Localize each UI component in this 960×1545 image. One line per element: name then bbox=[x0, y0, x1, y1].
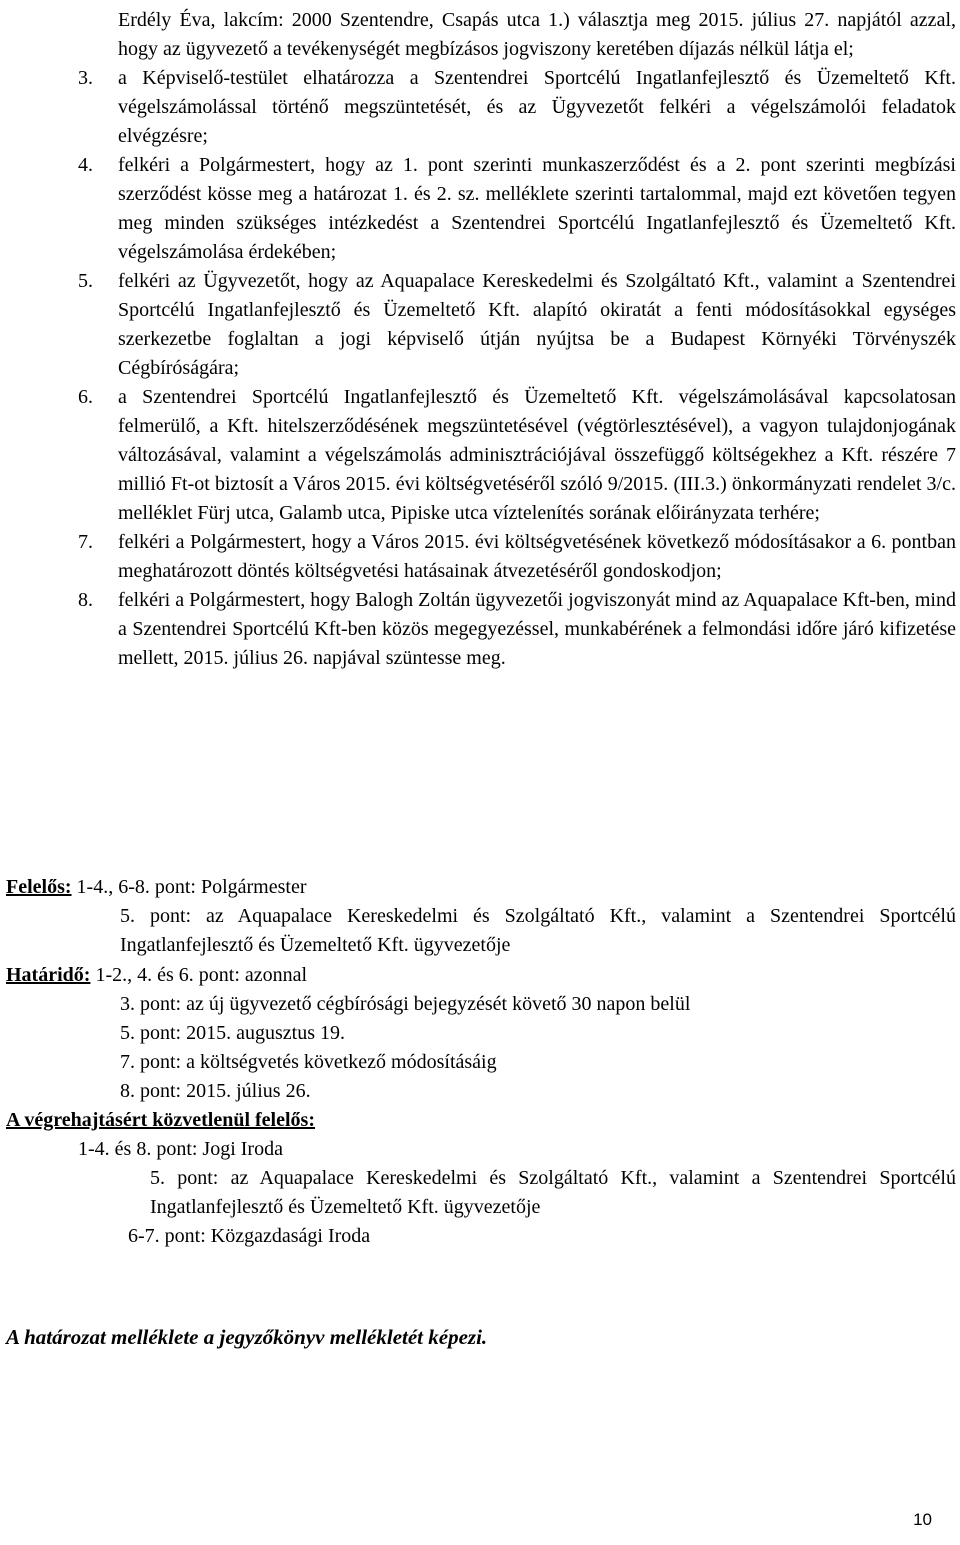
item-text: felkéri a Polgármestert, hogy az 1. pont szerinti munkaszerződést és a 2. pont szerinti megbízási szerződést kösse meg a határozat 1. és 2. sz. melléklete szerinti tartalommal, majd ezt követően tegyen meg minden szükséges intézkedést a Szentendrei Sportcélú Ingatlanfejlesztő és Üzemeltető Kft. végelszámolása érdekében; bbox=[118, 154, 956, 263]
item-number: 7. bbox=[78, 531, 93, 553]
list-item bbox=[78, 383, 956, 528]
hatarido-label: Határidő: bbox=[6, 964, 91, 986]
vegrehajtas-label: A végrehajtásért közvetlenül felelős: bbox=[6, 1109, 315, 1131]
item-text: a Szentendrei Sportcélú Ingatlanfejlesztő és Üzemeltető Kft. végelszámolásával kapcsolatosan felmerülő, a Kft. hitelszerződésének megszüntetésével (végtörlesztésével), a vagyon tulajdonjogának változásával, valamint a végelszámolás adminisztrációjával összefüggő költségekhez a Kft. részére 7 millió Ft-ot biztosít a Város 2015. évi költségvetéséről szóló 9/2015. (III.3.) önkormányzati rendelet 3/c. melléklet Fürj utca, Galamb utca, Pipiske utca víztelenítés sorának előirányzata terhére; bbox=[118, 386, 956, 524]
item-text: felkéri a Polgármestert, hogy a Város 2015. évi költségvetésének következő módosításakor a 6. pontban meghatározott döntés költségvetési hatásainak átvezetéséről gondoskodjon; bbox=[118, 531, 956, 582]
hatarido-item: 8. pont: 2015. július 26. bbox=[120, 1080, 311, 1102]
vegrehajtas-second: 5. pont: az Aquapalace Kereskedelmi és Szolgáltató Kft., valamint a Szentendrei Sportcélú Ingatlanfejlesztő és Üzemeltető Kft. ügyvezetője bbox=[150, 1167, 956, 1218]
hatarido-section bbox=[6, 961, 956, 1106]
felelos-first: 1-4., 6-8. pont: Polgármester bbox=[71, 876, 307, 898]
closing-note: A határozat melléklete a jegyzőkönyv mellékletét képezi. bbox=[6, 1325, 488, 1349]
list-item bbox=[78, 528, 956, 586]
list-item bbox=[78, 267, 956, 383]
vegrehajtas-section bbox=[6, 1106, 956, 1251]
item-number: 3. bbox=[78, 67, 93, 89]
hatarido-item: 7. pont: a költségvetés következő módosításáig bbox=[120, 1051, 497, 1073]
vegrehajtas-third: 6-7. pont: Közgazdasági Iroda bbox=[128, 1225, 371, 1247]
resolution-list bbox=[78, 6, 956, 673]
felelos-section bbox=[6, 873, 956, 960]
hatarido-first: 1-2., 4. és 6. pont: azonnal bbox=[90, 964, 308, 986]
item-text: felkéri az Ügyvezetőt, hogy az Aquapalace Kereskedelmi és Szolgáltató Kft., valamint a Szentendrei Sportcélú Ingatlanfejlesztő és Üzemeltető Kft. alapító okiratát a fenti módosításokkal egységes szerkezetbe foglaltan a jogi képviselő útján nyújtsa be a Budapest Környéki Törvényszék Cégbíróságára; bbox=[118, 270, 956, 379]
item-text: a Képviselő-testület elhatározza a Szentendrei Sportcélú Ingatlanfejlesztő és Üzemeltető Kft. végelszámolással történő megszüntetését, és az Ügyvezetőt felkéri a végelszámolói feladatok elvégzésre; bbox=[118, 67, 956, 147]
hatarido-item: 3. pont: az új ügyvezető cégbírósági bejegyzését követő 30 napon belül bbox=[120, 993, 691, 1015]
list-item bbox=[78, 586, 956, 673]
item-text: felkéri a Polgármestert, hogy Balogh Zoltán ügyvezetői jogviszonyát mind az Aquapalace Kft-ben, mind a Szentendrei Sportcélú Kft-ben közös megegyezéssel, munkabérének a felmondási időre járó kifizetése mellett, 2015. július 26. napjával szüntesse meg. bbox=[118, 589, 956, 669]
page-number: 10 bbox=[913, 1510, 932, 1529]
felelos-line bbox=[6, 873, 956, 902]
vegrehajtas-first: 1-4. és 8. pont: Jogi Iroda bbox=[78, 1138, 283, 1160]
item-number: 5. bbox=[78, 270, 93, 292]
list-item bbox=[78, 151, 956, 267]
hatarido-line bbox=[6, 961, 956, 990]
hatarido-item: 5. pont: 2015. augusztus 19. bbox=[120, 1022, 345, 1044]
list-item bbox=[78, 64, 956, 151]
item-number: 8. bbox=[78, 589, 93, 611]
item-number: 4. bbox=[78, 154, 93, 176]
felelos-label: Felelős: bbox=[6, 876, 72, 898]
item-number: 6. bbox=[78, 386, 93, 408]
list-intro: Erdély Éva, lakcím: 2000 Szentendre, Csapás utca 1.) választja meg 2015. július 27. napjától azzal, hogy az ügyvezető a tevékenységét megbízásos jogviszony keretében díjazás nélkül látja el; bbox=[118, 9, 956, 60]
felelos-second: 5. pont: az Aquapalace Kereskedelmi és Szolgáltató Kft., valamint a Szentendrei Sportcélú Ingatlanfejlesztő és Üzemeltető Kft. ügyvezetője bbox=[120, 905, 956, 956]
